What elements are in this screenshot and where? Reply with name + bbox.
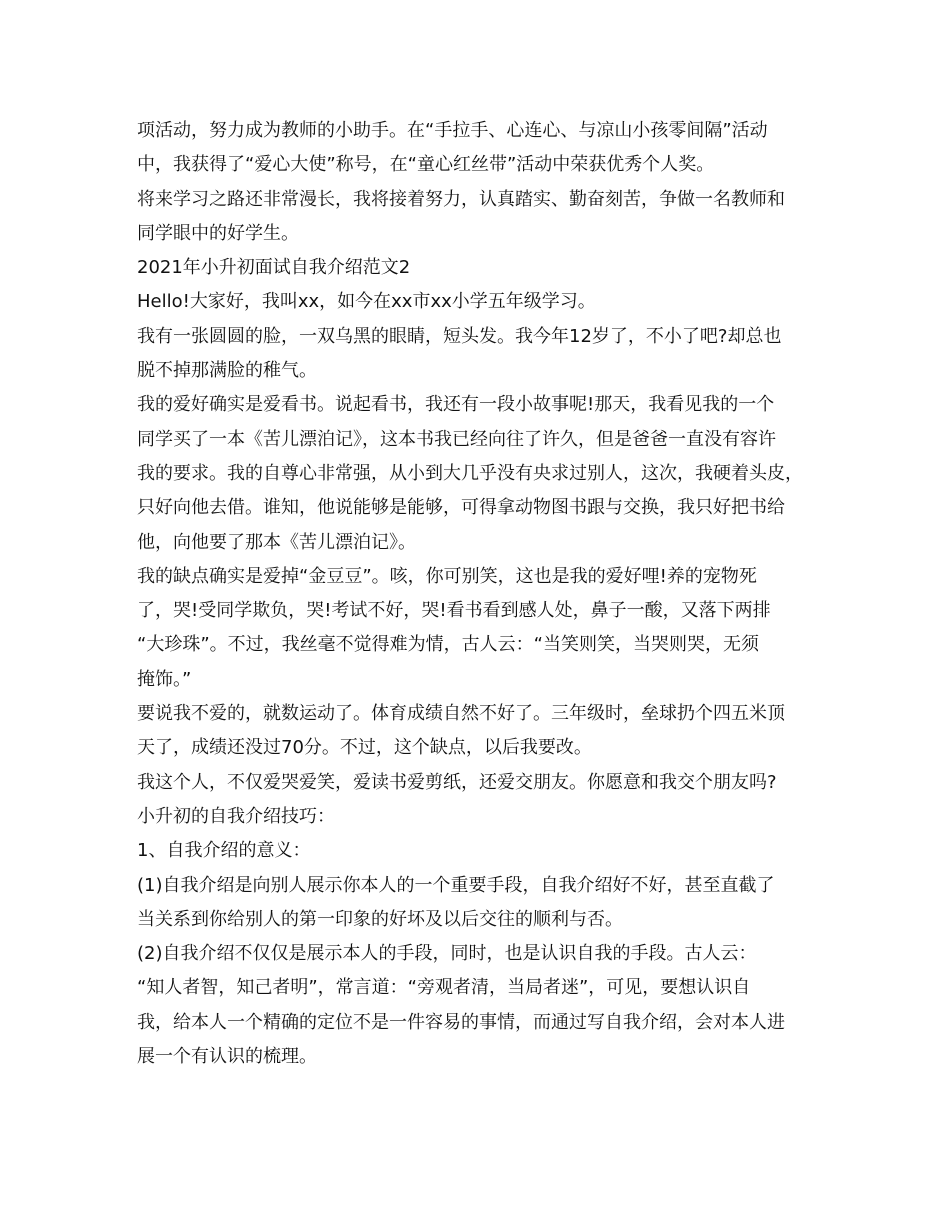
text-line: (1)自我介绍是向别人展示你本人的一个重要手段，自我介绍好不好，甚至直截了: [137, 874, 775, 896]
text-line: 了，哭!受同学欺负，哭!考试不好，哭!看书看到感人处，鼻子一酸，又落下两排: [137, 600, 771, 622]
text-line: “知人者智，知己者明”，常言道：“旁观者清，当局者迷”，可见，要想认识自: [137, 977, 751, 999]
text-line: 将来学习之路还非常漫长，我将接着努力，认真踏实、勤奋刻苦，争做一名教师和: [137, 188, 785, 210]
text-line: Hello!大家好，我叫xx，如今在xx市xx小学五年级学习。: [137, 291, 596, 313]
text-line: 展一个有认识的梳理。: [137, 1046, 317, 1068]
text-line: 我的缺点确实是爱掉“金豆豆”。咳，你可别笑，这也是我的爱好哩!养的宠物死: [137, 565, 757, 587]
section-heading: 小升初的自我介绍技巧：: [137, 805, 335, 827]
subsection-heading: 1、自我介绍的意义：: [137, 840, 311, 862]
text-line: 中，我获得了“爱心大使”称号，在“童心红丝带”活动中荣获优秀个人奖。: [137, 154, 715, 176]
document-body: [137, 114, 827, 1074]
text-line: 同学买了一本《苦儿漂泊记》，这本书我已经向往了许久，但是爸爸一直没有容许: [137, 428, 776, 450]
text-line: 当关系到你给别人的第一印象的好坏及以后交往的顺利与否。: [137, 908, 623, 930]
text-line: 我这个人，不仅爱哭爱笑，爱读书爱剪纸，还爱交朋友。你愿意和我交个朋友吗?: [137, 771, 777, 793]
text-line: 我的要求。我的自尊心非常强，从小到大几乎没有央求过别人，这次，我硬着头皮，: [137, 462, 803, 484]
text-line: 我有一张圆圆的脸，一双乌黑的眼睛，短头发。我今年12岁了，不小了吧?却总也: [137, 325, 782, 347]
text-line: (2)自我介绍不仅仅是展示本人的手段，同时，也是认识自我的手段。古人云：: [137, 943, 757, 965]
text-line: 只好向他去借。谁知，他说能够是能够，可得拿动物图书跟与交换，我只好把书给: [137, 497, 785, 519]
text-line: 要说我不爱的，就数运动了。体育成绩自然不好了。三年级时，垒球扔个四五米顶: [137, 703, 785, 725]
text-line: “大珍珠”。不过，我丝毫不觉得难为情，古人云：“当笑则笑，当哭则哭，无须: [137, 634, 759, 656]
text-line: 掩饰。”: [137, 668, 192, 690]
text-line: 我的爱好确实是爱看书。说起看书，我还有一段小故事呢!那天，我看见我的一个: [137, 394, 775, 416]
text-line: 同学眼中的好学生。: [137, 222, 299, 244]
section-heading: 2021年小升初面试自我介绍范文2: [137, 257, 411, 279]
text-line: 天了，成绩还没过70分。不过，这个缺点，以后我要改。: [137, 737, 592, 759]
text-line: 项活动，努力成为教师的小助手。在“手拉手、心连心、与凉山小孩零间隔”活动: [137, 120, 768, 141]
text-line: 脱不掉那满脸的稚气。: [137, 360, 317, 382]
text-line: 我，给本人一个精确的定位不是一件容易的事情，而通过写自我介绍，会对本人进: [137, 1011, 785, 1033]
text-line: 他，向他要了那本《苦儿漂泊记》。: [137, 531, 416, 553]
